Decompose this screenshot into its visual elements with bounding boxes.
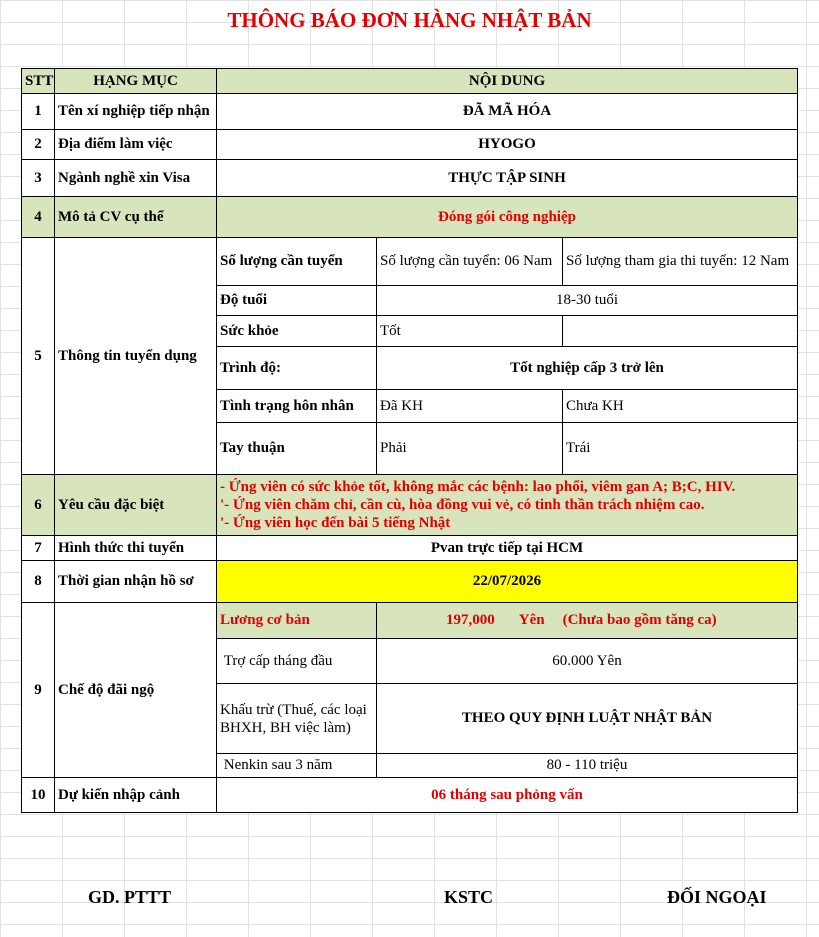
stt-header: STT xyxy=(22,69,55,94)
age-label: Độ tuổi xyxy=(217,286,377,316)
row-number: 3 xyxy=(22,160,55,197)
deduction-value: THEO QUY ĐỊNH LUẬT NHẬT BẢN xyxy=(377,684,798,754)
hand-label: Tay thuận xyxy=(217,423,377,475)
row-label: Tên xí nghiệp tiếp nhận xyxy=(55,94,217,130)
quantity-value: Số lượng cần tuyển: 06 Nam xyxy=(377,238,563,286)
page-title: THÔNG BÁO ĐƠN HÀNG NHẬT BẢN xyxy=(227,8,592,32)
signature-gd-pttt: GD. PTTT xyxy=(88,887,172,907)
table-row xyxy=(22,197,798,238)
exam-format-value: Pvan trực tiếp tại HCM xyxy=(217,536,798,561)
header-row xyxy=(22,69,798,94)
table-row xyxy=(22,778,798,813)
company-value: ĐÃ MÃ HÓA xyxy=(217,94,798,130)
row-number: 7 xyxy=(22,536,55,561)
allowance-label: Trợ cấp tháng đầu xyxy=(217,639,377,684)
nenkin-label: Nenkin sau 3 năm xyxy=(217,754,377,778)
nenkin-value: 80 - 110 triệu xyxy=(377,754,798,778)
table-row xyxy=(22,94,798,130)
salary-value-cell xyxy=(377,603,798,639)
health-empty xyxy=(563,316,798,347)
salary-amount: 197,000 xyxy=(446,612,495,628)
allowance-value: 60.000 Yên xyxy=(377,639,798,684)
salary-label: Lương cơ bản xyxy=(217,603,377,639)
row-label: Thời gian nhận hồ sơ xyxy=(55,561,217,603)
deduction-label: Khấu trừ (Thuế, các loại BHXH, BH việc làm) xyxy=(217,684,377,754)
table-row xyxy=(22,238,798,286)
marital-a: Đã KH xyxy=(377,390,563,423)
row-label: Ngành nghề xin Visa xyxy=(55,160,217,197)
requirement-line: - Ứng viên có sức khỏe tốt, không mắc các bệnh: lao phổi, viêm gan A; B;C, HIV. xyxy=(220,479,736,495)
job-description-value: Đóng gói công nghiệp xyxy=(217,197,798,238)
hand-a: Phải xyxy=(377,423,563,475)
quantity-label: Số lượng cần tuyển xyxy=(217,238,377,286)
row-label: Yêu cầu đặc biệt xyxy=(55,475,217,536)
age-value: 18-30 tuổi xyxy=(377,286,798,316)
table-row xyxy=(22,475,798,536)
location-value: HYOGO xyxy=(217,130,798,160)
row-label: Mô tả CV cụ thể xyxy=(55,197,217,238)
table-row xyxy=(22,160,798,197)
row-number: 6 xyxy=(22,475,55,536)
education-label: Trình độ: xyxy=(217,347,377,390)
content-header: NỘI DUNG xyxy=(217,69,798,94)
row-number: 2 xyxy=(22,130,55,160)
signature-doi-ngoai: ĐỐI NGOẠI xyxy=(667,887,767,907)
row-label: Chế độ đãi ngộ xyxy=(55,603,217,778)
marital-b: Chưa KH xyxy=(563,390,798,423)
item-header: HẠNG MỤC xyxy=(55,69,217,94)
row-number: 4 xyxy=(22,197,55,238)
visa-value: THỰC TẬP SINH xyxy=(217,160,798,197)
table-row xyxy=(22,130,798,160)
salary-note: (Chưa bao gồm tăng ca) xyxy=(562,612,717,628)
row-label: Dự kiến nhập cảnh xyxy=(55,778,217,813)
salary-unit: Yên xyxy=(518,612,545,628)
requirement-line: '- Ứng viên chăm chỉ, cần cù, hòa đồng vui vẻ, có tinh thần trách nhiệm cao. xyxy=(220,497,705,513)
row-label: Hình thức thi tuyển xyxy=(55,536,217,561)
table-row xyxy=(22,561,798,603)
marital-label: Tình trạng hôn nhân xyxy=(217,390,377,423)
special-requirements xyxy=(217,475,798,536)
row-number: 1 xyxy=(22,94,55,130)
health-value: Tốt xyxy=(377,316,563,347)
row-number: 8 xyxy=(22,561,55,603)
health-label: Sức khỏe xyxy=(217,316,377,347)
education-value: Tốt nghiệp cấp 3 trở lên xyxy=(377,347,798,390)
exam-count-value: Số lượng tham gia thi tuyển: 12 Nam xyxy=(563,238,798,286)
deadline-value: 22/07/2026 xyxy=(217,561,798,603)
order-table xyxy=(21,68,798,813)
row-number: 5 xyxy=(22,238,55,475)
row-number: 10 xyxy=(22,778,55,813)
table-row xyxy=(22,603,798,639)
entry-estimate-value: 06 tháng sau phỏng vấn xyxy=(217,778,798,813)
row-label: Thông tin tuyển dụng xyxy=(55,238,217,475)
requirement-line: '- Ứng viên học đến bài 5 tiếng Nhật xyxy=(220,515,451,531)
row-number: 9 xyxy=(22,603,55,778)
table-row xyxy=(22,536,798,561)
hand-b: Trái xyxy=(563,423,798,475)
signature-kstc: KSTC xyxy=(444,887,494,907)
row-label: Địa điểm làm việc xyxy=(55,130,217,160)
